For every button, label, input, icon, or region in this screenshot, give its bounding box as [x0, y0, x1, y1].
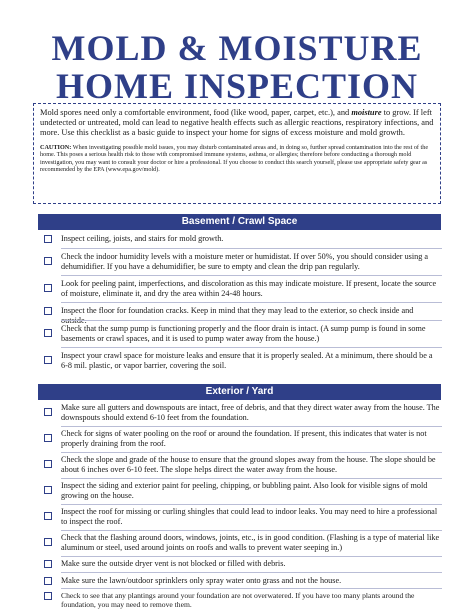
item-text: Make sure the lawn/outdoor sprinklers only spray water onto grass and not the house. — [61, 576, 342, 585]
item-text: Inspect your crawl space for moisture leaks and ensure that it is properly sealed. At a minimum, there should be a 6-8 mil. plastic, or vapor barrier, covering the soil. — [61, 351, 433, 371]
divider — [61, 320, 442, 321]
checkbox[interactable] — [44, 408, 52, 416]
checkbox[interactable] — [44, 235, 52, 243]
intro-paragraph — [40, 108, 434, 139]
item-text: Check the indoor humidity levels with a moisture meter or humidistat. If over 50%, you should consider using a dehumidifier. If you have a dehumidifier, be sure to empty and clean the drip pan regularly. — [61, 252, 429, 272]
divider — [61, 426, 442, 427]
checkbox[interactable] — [44, 329, 52, 337]
checkbox[interactable] — [44, 434, 52, 442]
checkbox[interactable] — [44, 577, 52, 585]
checkbox[interactable] — [44, 257, 52, 265]
divider — [61, 556, 442, 557]
title-line-1: MOLD & MOISTURE — [51, 28, 423, 68]
caution-text: When investigating possible mold issues, you may disturb contaminated areas and, in doing so, further spread contamination into the rest of the home. This poses a serious health risk to those with compromised immune systems, asthma, or allergies; therefore before conducting a thorough mold investigation, you may want to consult your doctor or hire a professional. If you choose to conduct this search yourself, please use appropriate safety gear as recommended by the EPA (www.epa.gov/mold). — [40, 143, 429, 174]
item-text: Check for signs of water pooling on the roof or around the foundation. If present, this indicates that water is not properly draining from the roof. — [61, 429, 427, 449]
item-text: Check to see that any plantings around your foundation are not overwatered. If you have too many plants around the foundation, you may need to remove them. — [61, 591, 415, 609]
caution-label: CAUTION: — [40, 143, 72, 151]
item-text: Look for peeling paint, imperfections, and discoloration as this may indicate moisture. If present, locate the source of moisture, eliminate it, and dry the area within 24-48 hours. — [61, 279, 437, 299]
checkbox[interactable] — [44, 284, 52, 292]
intro-box — [33, 103, 441, 204]
section-heading-basement: Basement / Crawl Space — [38, 214, 441, 230]
divider — [61, 504, 442, 505]
checkbox[interactable] — [44, 538, 52, 546]
item-text: Inspect ceiling, joists, and stairs for mold growth. — [61, 234, 224, 243]
divider — [61, 347, 442, 348]
intro-emphasis: moisture — [351, 108, 382, 117]
divider — [61, 275, 442, 276]
item-text: Inspect the floor for foundation cracks. Keep in mind that they may lead to the exterior, so check inside and outside. — [61, 306, 414, 326]
item-text: Check the slope and grade of the house to ensure that the ground slopes away from the house. The slope should be about 6 inches over 6-10 feet. The slope helps direct the water away from the house. — [61, 455, 436, 475]
intro-text-a: Mold spores need only a comfortable environment, food (like wood, paper, carpet, etc.), and — [40, 108, 352, 117]
divider — [61, 572, 442, 573]
checkbox[interactable] — [44, 486, 52, 494]
divider — [61, 452, 442, 453]
item-text: Make sure the outside dryer vent is not blocked or filled with debris. — [61, 559, 286, 568]
checkbox[interactable] — [44, 512, 52, 520]
divider — [61, 530, 442, 531]
section-heading-exterior: Exterior / Yard — [38, 384, 441, 400]
divider — [61, 478, 442, 479]
checkbox[interactable] — [44, 356, 52, 364]
title-line-2: HOME INSPECTION — [55, 66, 419, 106]
item-text: Check that the sump pump is functioning properly and the floor drain is intact. (A sump pump is found in some basements or crawl spaces, and it is used to pump water away from the house.) — [61, 324, 426, 344]
item-text: Inspect the roof for missing or curling shingles that could lead to indoor leaks. You may need to hire a professional to inspect the roof. — [61, 507, 438, 527]
intro-text-b: to grow. If left undetected or untreated, mold can lead to negative health effects such as allergic reactions, respiratory infections, and more. Use this checklist as a basic guide to inspect your home for signs of excess moisture and mold growth. — [40, 108, 434, 138]
divider — [61, 588, 442, 589]
checkbox[interactable] — [44, 460, 52, 468]
divider — [61, 302, 442, 303]
checkbox[interactable] — [44, 592, 52, 600]
checkbox[interactable] — [44, 560, 52, 568]
caution-paragraph — [40, 144, 434, 174]
divider — [61, 248, 442, 249]
item-text: Check that the flashing around doors, windows, joints, etc., is in good condition. (Flashing is a type of material like aluminum or steel, used around joints on roofs and walls to prevent water seeping in.) — [61, 533, 440, 553]
item-text: Inspect the siding and exterior paint for peeling, chipping, or bubbling paint. Also look for visible signs of mold growing on the house. — [61, 481, 428, 501]
item-text: Make sure all gutters and downspouts are intact, free of debris, and that they direct water away from the house. The downspouts should extend 6-10 feet from the foundation. — [61, 403, 440, 423]
checkbox[interactable] — [44, 307, 52, 315]
